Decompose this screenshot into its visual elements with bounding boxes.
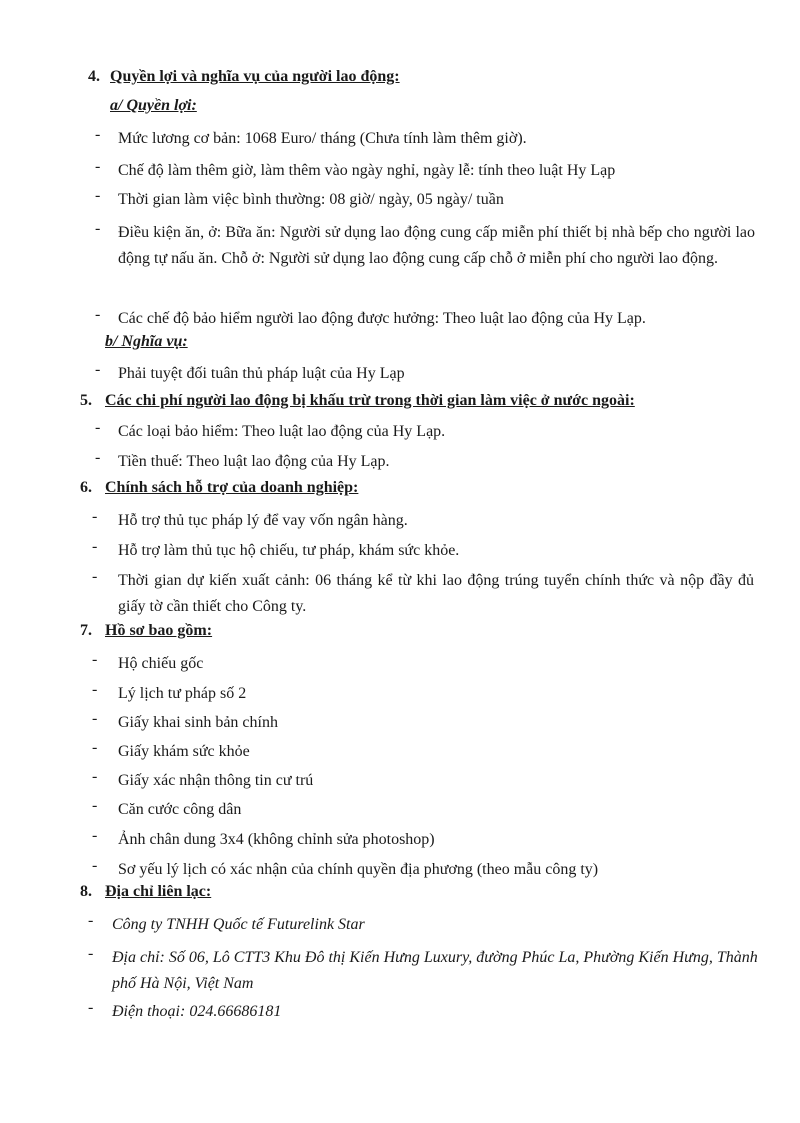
contact-item bbox=[88, 912, 778, 938]
list-dash: - bbox=[92, 710, 98, 727]
subsection-a-title: a/ Quyền lợi: bbox=[110, 97, 197, 114]
list-item bbox=[92, 827, 782, 853]
list-dash: - bbox=[95, 449, 101, 466]
list-item-text: Mức lương cơ bản: 1068 Euro/ tháng (Chưa tính làm thêm giờ). bbox=[118, 130, 527, 147]
list-item bbox=[92, 681, 782, 707]
list-item-text: Thời gian dự kiến xuất cảnh: 06 tháng kể từ khi lao động trúng tuyển chính thức và nộp đầy đủ giấy tờ cần thiết cho Công ty. bbox=[118, 572, 754, 615]
list-item-text: Giấy khai sinh bản chính bbox=[118, 714, 278, 731]
list-item-text: Điều kiện ăn, ở: Bữa ăn: Người sử dụng lao động cung cấp miễn phí thiết bị nhà bếp cho người lao động tự nấu ăn. Chỗ ở: Người sử dụng lao động cung cấp chỗ ở miễn phí cho người lao động. bbox=[118, 224, 755, 267]
contact-item bbox=[88, 999, 778, 1025]
list-item bbox=[92, 538, 782, 564]
list-item bbox=[92, 568, 754, 620]
list-dash: - bbox=[92, 827, 98, 844]
section-6-title: Chính sách hỗ trợ của doanh nghiệp: bbox=[105, 479, 359, 496]
list-item bbox=[95, 361, 785, 387]
list-dash: - bbox=[95, 126, 101, 143]
section-6-heading bbox=[80, 479, 358, 497]
list-item-text: Phải tuyệt đối tuân thủ pháp luật của Hy Lạp bbox=[118, 365, 405, 382]
list-item-text: Giấy xác nhận thông tin cư trú bbox=[118, 772, 314, 789]
list-item bbox=[95, 158, 785, 184]
list-dash: - bbox=[92, 857, 98, 874]
list-item bbox=[95, 126, 785, 152]
list-dash: - bbox=[92, 768, 98, 785]
section-4-number: 4. bbox=[88, 68, 100, 85]
list-item-text: Hộ chiếu gốc bbox=[118, 655, 204, 672]
list-dash: - bbox=[95, 361, 101, 378]
section-4-title: Quyền lợi và nghĩa vụ của người lao động: bbox=[110, 68, 400, 85]
list-item bbox=[92, 508, 782, 534]
list-item-text: Hỗ trợ làm thủ tục hộ chiếu, tư pháp, khám sức khỏe. bbox=[118, 542, 460, 559]
list-dash: - bbox=[88, 999, 94, 1016]
list-item bbox=[92, 768, 782, 794]
list-dash: - bbox=[92, 568, 98, 585]
list-item-text: Thời gian làm việc bình thường: 08 giờ/ ngày, 05 ngày/ tuần bbox=[118, 191, 504, 208]
subsection-b-title: b/ Nghĩa vụ: bbox=[105, 333, 188, 350]
list-item-text: Giấy khám sức khỏe bbox=[118, 743, 250, 760]
list-item-text: Ảnh chân dung 3x4 (không chỉnh sửa photoshop) bbox=[118, 831, 435, 848]
list-dash: - bbox=[95, 419, 101, 436]
section-8-title: Địa chỉ liên lạc: bbox=[105, 883, 212, 900]
list-item-text: Tiền thuế: Theo luật lao động của Hy Lạp. bbox=[118, 453, 390, 470]
section-6-number: 6. bbox=[80, 479, 92, 496]
list-item bbox=[92, 739, 782, 765]
list-dash: - bbox=[92, 797, 98, 814]
list-item-text: Lý lịch tư pháp số 2 bbox=[118, 685, 247, 702]
list-item bbox=[95, 449, 785, 475]
section-4-heading bbox=[88, 68, 400, 86]
list-item bbox=[95, 306, 785, 332]
list-item bbox=[92, 710, 782, 736]
contact-phone: Điện thoại: 024.66686181 bbox=[112, 1003, 282, 1020]
section-7-heading bbox=[80, 622, 212, 640]
list-item-text: Sơ yếu lý lịch có xác nhận của chính quyền địa phương (theo mẫu công ty) bbox=[118, 861, 599, 878]
list-item bbox=[92, 797, 782, 823]
list-item-text: Các chế độ bảo hiểm người lao động được hưởng: Theo luật lao động của Hy Lạp. bbox=[118, 310, 646, 327]
list-item-text: Căn cước công dân bbox=[118, 801, 242, 818]
list-dash: - bbox=[95, 187, 101, 204]
list-item bbox=[92, 857, 782, 883]
list-dash: - bbox=[95, 220, 101, 237]
list-item-text: Các loại bảo hiểm: Theo luật lao động của Hy Lạp. bbox=[118, 423, 446, 440]
list-item bbox=[92, 651, 782, 677]
list-dash: - bbox=[92, 651, 98, 668]
list-dash: - bbox=[92, 739, 98, 756]
list-item bbox=[95, 220, 755, 272]
list-item-text: Chế độ làm thêm giờ, làm thêm vào ngày nghỉ, ngày lễ: tính theo luật Hy Lạp bbox=[118, 162, 616, 179]
list-item bbox=[95, 419, 785, 445]
list-dash: - bbox=[95, 158, 101, 175]
list-dash: - bbox=[88, 912, 94, 929]
list-dash: - bbox=[92, 681, 98, 698]
section-7-number: 7. bbox=[80, 622, 92, 639]
contact-address: Địa chỉ: Số 06, Lô CTT3 Khu Đô thị Kiến Hưng Luxury, đường Phúc La, Phường Kiến Hưng, Thành phố Hà Nội, Việt Nam bbox=[112, 949, 758, 992]
contact-item bbox=[88, 945, 760, 997]
list-item bbox=[95, 187, 785, 213]
section-5-heading bbox=[80, 392, 635, 410]
section-8-heading bbox=[80, 883, 211, 901]
list-dash: - bbox=[95, 306, 101, 323]
section-5-title: Các chi phí người lao động bị khấu trừ trong thời gian làm việc ở nước ngoài: bbox=[105, 392, 635, 409]
list-dash: - bbox=[88, 945, 94, 962]
list-dash: - bbox=[92, 538, 98, 555]
list-item-text: Hỗ trợ thủ tục pháp lý để vay vốn ngân hàng. bbox=[118, 512, 408, 529]
section-5-number: 5. bbox=[80, 392, 92, 409]
list-dash: - bbox=[92, 508, 98, 525]
contact-company: Công ty TNHH Quốc tế Futurelink Star bbox=[112, 916, 365, 933]
section-7-title: Hồ sơ bao gồm: bbox=[105, 622, 213, 639]
section-8-number: 8. bbox=[80, 883, 92, 900]
